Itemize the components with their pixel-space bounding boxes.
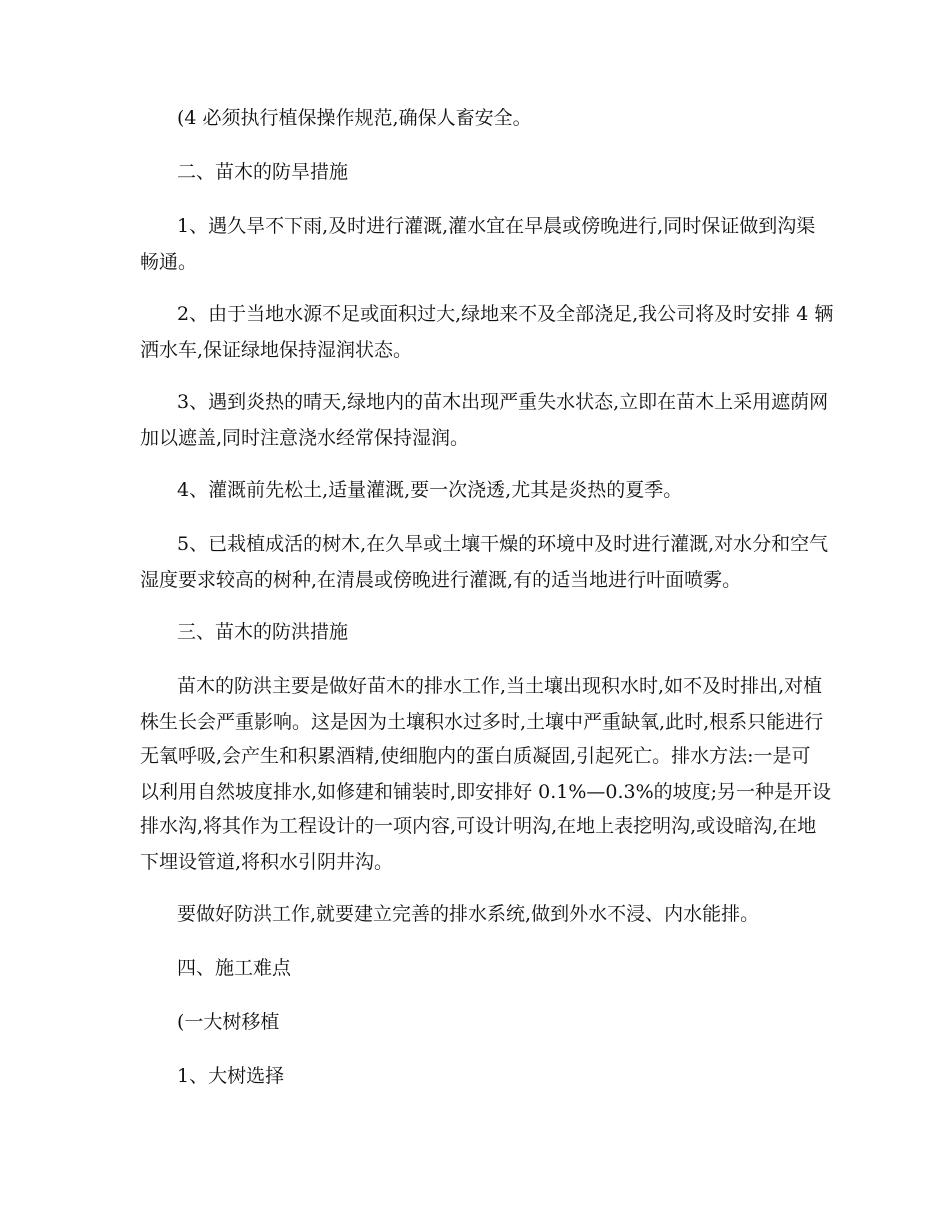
text-line: 5、已栽植成活的树木,在久旱或土壤干燥的环境中及时进行灌溉,对水分和空气 (177, 533, 829, 555)
text-line: 3、遇到炎热的晴天,绿地内的苗木出现严重失水状态,立即在苗木上采用遮荫网 (177, 391, 829, 413)
text-line: 排水沟,将其作为工程设计的一项内容,可设计明沟,在地上表挖明沟,或设暗沟,在地 (140, 815, 817, 837)
section-heading: 四、施工难点 (177, 957, 292, 979)
text-line: 畅通。 (140, 251, 198, 273)
text-line: 无氧呼吸,会产生和积累酒精,使细胞内的蛋白质凝固,引起死亡。排水方法:一是可 (140, 745, 811, 767)
text-line: 4、灌溉前先松土,适量灌溉,要一次浇透,尤其是炎热的夏季。 (177, 479, 683, 501)
text-line: 下埋设管道,将积水引阴井沟。 (140, 851, 394, 873)
text-line: 苗木的防洪主要是做好苗木的排水工作,当土壤出现积水时,如不及时排出,对植 (177, 675, 823, 697)
text-line: 洒水车,保证绿地保持湿润状态。 (140, 339, 413, 361)
text-line: 1、遇久旱不下雨,及时进行灌溉,灌水宜在早晨或傍晚进行,同时保证做到沟渠 (177, 215, 816, 237)
text-line: 1、大树选择 (177, 1065, 285, 1087)
text-line: (4 必须执行植保操作规范,确保人畜安全。 (177, 107, 532, 129)
text-line: 株生长会严重影响。这是因为土壤积水过多时,土壤中严重缺氧,此时,根系只能进行 (140, 711, 824, 733)
section-heading: 二、苗木的防旱措施 (177, 161, 349, 183)
text-line: 湿度要求较高的树种,在清晨或傍晚进行灌溉,有的适当地进行叶面喷雾。 (140, 569, 742, 591)
text-line: 加以遮盖,同时注意浇水经常保持湿润。 (140, 427, 470, 449)
section-heading: 三、苗木的防洪措施 (177, 621, 349, 643)
text-line: 要做好防洪工作,就要建立完善的排水系统,做到外水不浸、内水能排。 (177, 903, 760, 925)
text-line: 2、由于当地水源不足或面积过大,绿地来不及全部浇足,我公司将及时安排 4 辆 (177, 303, 834, 325)
subsection-heading: (一大树移植 (177, 1011, 280, 1033)
text-line: 以利用自然坡度排水,如修建和铺装时,即安排好 0.1%—0.3%的坡度;另一种是开设 (140, 781, 832, 803)
